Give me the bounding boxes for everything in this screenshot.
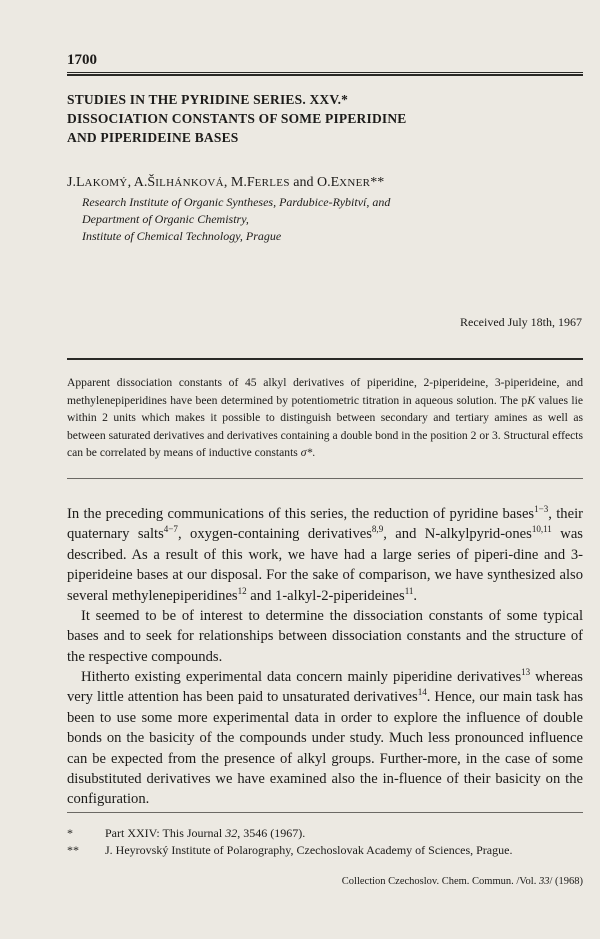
reference-citation: 1−3: [534, 504, 549, 515]
footnote-2: ** J. Heyrovský Institute of Polarography, Czechoslovak Academy of Sciences, Prague.: [67, 843, 513, 857]
received-date: Received July 18th, 1967: [460, 315, 582, 329]
author-4-footnote-mark: **: [370, 175, 385, 190]
page-number: 1700: [67, 52, 97, 68]
body-paragraph-1: In the preceding communications of this series, the reduction of pyridine bases$^{1-3}$, their quaternary salts$^{4-7}$, oxygen-containing derivatives$^{8,9}$, and N-alkylpyrid-ones$^{10,11}$ was described. As a result of this work, we have had a large series of piperi-dine and 3-piperideine bases at our disposal. For the sake of comparison, we have synthesized also several methylenepiperidines$^{12}$ and 1-alkyl-2-piperideines$^{11}$.: [67, 504, 583, 604]
header-rule-thin: [67, 72, 583, 73]
author-4-initial: and O.E: [289, 175, 340, 190]
reference-citation: 14: [417, 687, 427, 698]
author-2-surname: ILHÁNKOVÁ: [155, 177, 224, 189]
reference-citation: 8,9: [371, 524, 384, 535]
author-2-initial: , A.Š: [127, 175, 156, 190]
reference-citation: 10,11: [531, 524, 552, 535]
affiliation-line-1: Research Institute of Organic Syntheses, Pardubice-Rybitví, and: [82, 195, 391, 209]
author-1-surname: AKOMÝ: [84, 177, 128, 189]
footnote-mark: *: [67, 826, 73, 840]
footnote-mark: **: [67, 843, 79, 857]
body-paragraph-2: It seemed to be of interest to determine the dissociation constants of some typical bases and to seek for relationships between dissociation constants and the structure of the respective compounds.: [67, 608, 583, 665]
footnote-1: * Part XXIV: This Journal 32, 3546 (1967).: [67, 826, 306, 840]
affiliation-line-2: Department of Organic Chemistry,: [82, 212, 249, 226]
reference-citation: 11: [404, 585, 414, 596]
author-3-surname: ERLES: [254, 177, 290, 189]
author-3-initial: , M.F: [223, 175, 255, 190]
article-title-line-3: AND PIPERIDEINE BASES: [67, 130, 239, 145]
reference-citation: 12: [237, 585, 247, 596]
header-rule-thick: [67, 74, 583, 76]
reference-citation: 4−7: [163, 524, 178, 535]
author-4-surname: XNER: [339, 177, 371, 189]
body-paragraph-3: Hitherto existing experimental data concern mainly piperidine derivatives$^{13}$ whereas very little attention has been paid to unsaturated derivatives$^{14}$. Hence, our main task has been to use some more experimental data in order to explore the influence of double bonds on the basicity of the compounds under study. Much less pronounced influence can be expected from the presence of alkyl groups. Further-more, in the case of some disubstituted derivatives we have examined also the in-fluence of their basicity on the configuration.: [67, 667, 583, 808]
author-list: [67, 175, 384, 191]
abstract: Apparent dissociation constants of 45 alkyl derivatives of piperidine, 2-piperideine, 3-piperideine, and methylenepiperidines have been determined by potentiometric titration in aqueous solution. The pK values lie within 2 units which makes it possible to distinguish between secondary and tertiary amines as well as between saturated derivatives and derivatives containing a double bond in the position 2 or 3. Structural effects can be correlated by means of inductive constants σ*.: [67, 376, 583, 459]
article-title-line-1: STUDIES IN THE PYRIDINE SERIES. XXV.*: [67, 92, 349, 107]
abstract-bottom-rule: [67, 478, 583, 479]
journal-footer: Collection Czechoslov. Chem. Commun. /Vol. 33/ (1968): [341, 876, 583, 887]
footnote-rule: [67, 812, 583, 813]
abstract-top-rule: [67, 358, 583, 360]
article-title-line-2: DISSOCIATION CONSTANTS OF SOME PIPERIDINE: [67, 111, 407, 126]
author-1-initial: J.L: [67, 175, 85, 190]
affiliation-line-3: Institute of Chemical Technology, Prague: [82, 229, 282, 243]
reference-citation: 13: [521, 667, 531, 678]
